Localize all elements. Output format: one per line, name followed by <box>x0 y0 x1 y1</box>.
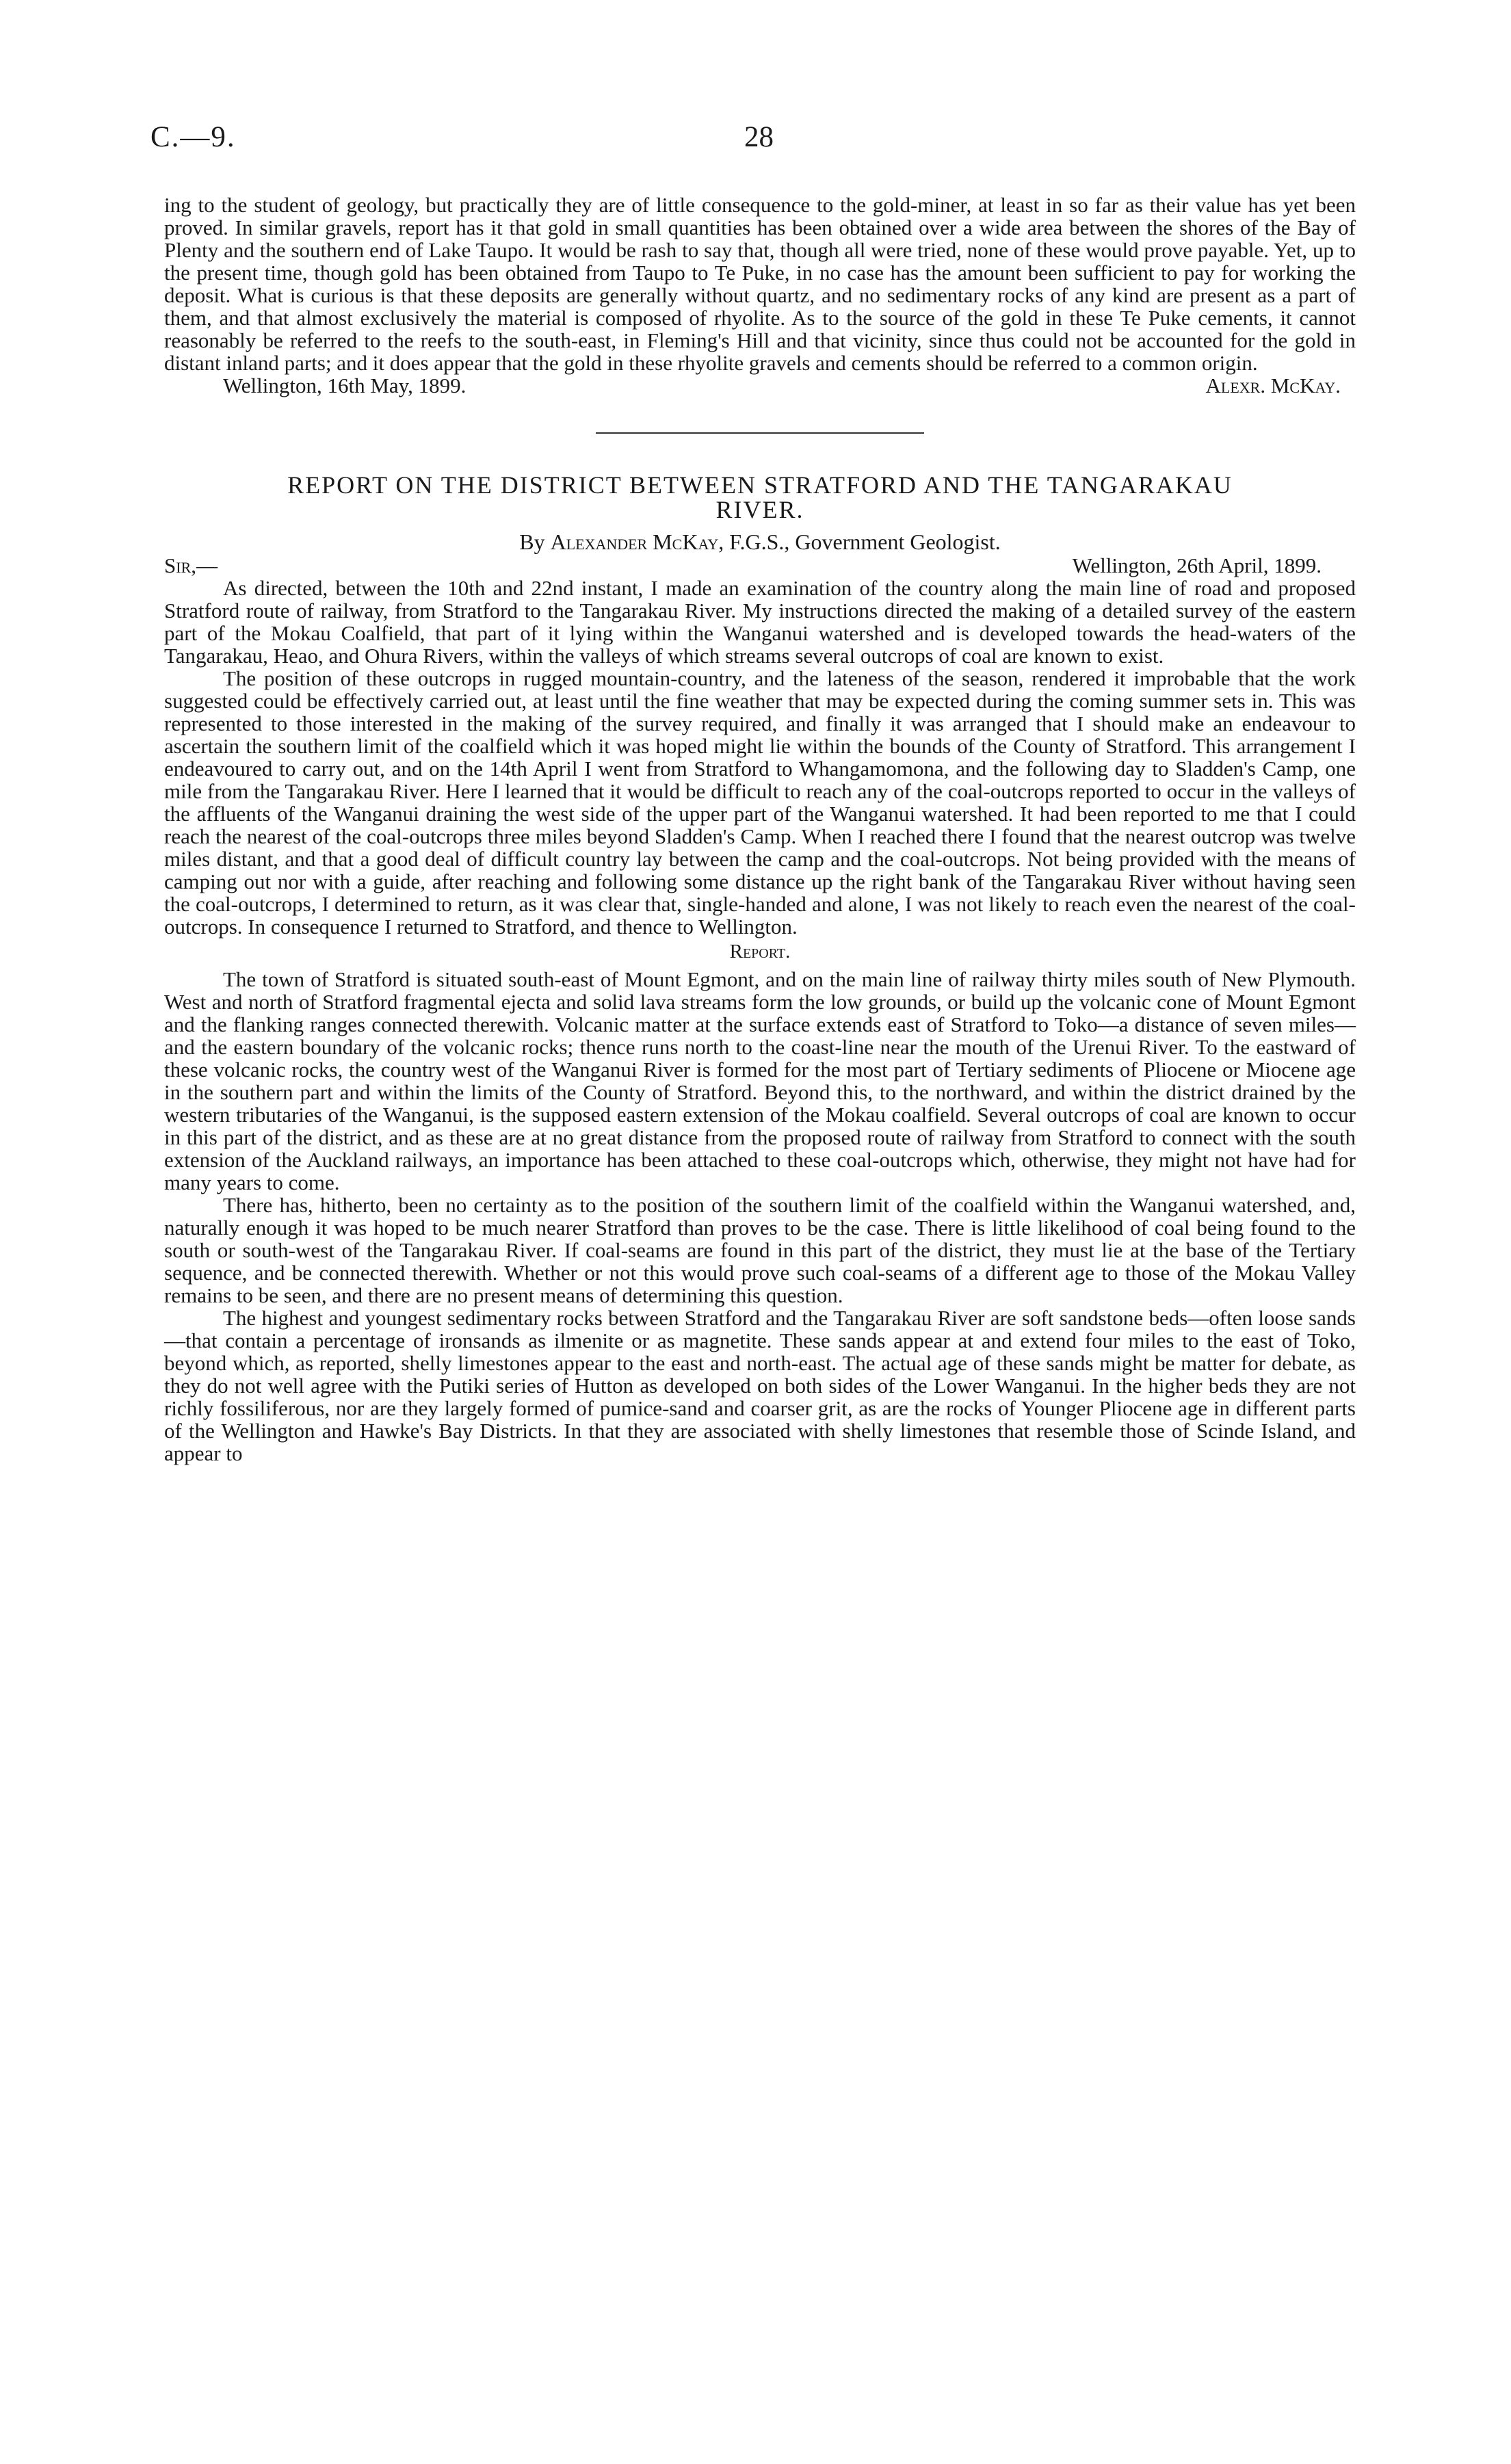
letter-paragraph: As directed, between the 10th and 22nd instant, I made an examination of the country along the main line of road and proposed Stratford route of railway, from Stratford to the Tangarakau River. My instructions directed the making of a detailed survey of the eastern part of the Mokau Coalfield, that part of it lying within the Wanganui watershed and is developed towards the head-waters of the Tangarakau, Heao, and Ohura Rivers, within the valleys of which streams several outcrops of coal are known to exist. <box>164 576 1356 668</box>
report-paragraph: The town of Stratford is situated south-east of Mount Egmont, and on the main line of railway thirty miles south of New Plymouth. West and north of Stratford fragmental ejecta and solid lava streams form the low grounds, or build up the volcanic cone of Mount Egmont and the flanking ranges connected therewith. Volcanic matter at the surface extends east of Stratford to Toko—a distance of seven miles—and the eastern boundary of the volcanic rocks; thence runs north to the coast-line near the mouth of the Urenui River. To the eastward of these volcanic rocks, the country west of the Wanganui River is formed for the most part of Tertiary sediments of Pliocene or Miocene age in the southern part and within the limits of the County of Stratford. Beyond this, to the northward, and within the district drained by the western tributaries of the Wanganui, is the supposed eastern extension of the Mokau coalfield. Several outcrops of coal are known to occur in this part of the district, and as these are at no great distance from the proposed route of railway from Stratford to connect with the south extension of the Auckland railways, an importance has been attached to these coal-outcrops which, otherwise, they might not have had for many years to come. <box>164 967 1356 1194</box>
byline-by: By <box>519 529 545 554</box>
running-header <box>0 120 1511 161</box>
byline <box>164 529 1356 554</box>
author-credentials: , F.G.S., Government Geologist. <box>718 529 1001 554</box>
page-number: 28 <box>744 121 774 153</box>
report-title <box>164 473 1356 522</box>
letter-date: Wellington, 26th April, 1899. <box>1072 553 1322 577</box>
salutation: Sir,— <box>164 553 218 577</box>
letter-paragraph: The position of these outcrops in rugged mountain-country, and the lateness of the season, rendered it improbable that the work suggested could be effectively carried out, at least until the fine weather that may be expected during the coming summer sets in. This was represented to those interested in the making of the survey required, and finally it was arranged that I should make an endeavour to ascertain the southern limit of the coalfield which it was hoped might lie within the bounds of the County of Stratford. This arrangement I endeavoured to carry out, and on the 14th April I went from Stratford to Whangamomona, and the following day to Sladden's Camp, one mile from the Tangarakau River. Here I learned that it would be difficult to reach any of the coal-outcrops reported to occur in the valleys of the affluents of the Wanganui draining the west side of the upper part of the Wanganui watershed. It had been reported to me that I could reach the nearest of the coal-outcrops three miles beyond Sladden's Camp. When I reached there I found that the nearest outcrop was twelve miles distant, and that a good deal of difficult country lay between the camp and the coal-outcrops. Not being provided with the means of camping out nor with a guide, after reaching and following some distance up the right bank of the Tangarakau River without having seen the coal-outcrops, I determined to return, as it was clear that, single-handed and alone, I was not likely to reach even the nearest of the coal-outcrops. In consequence I returned to Stratford, and thence to Wellington. <box>164 666 1356 939</box>
document-reference: C.—9. <box>150 121 236 153</box>
signature-line <box>164 374 1356 397</box>
report-subheading: Report. <box>729 941 791 962</box>
signature: Alexr. McKay. <box>1205 373 1341 397</box>
carryover-paragraph: ing to the student of geology, but practically they are of little consequence to the gold-miner, at least in so far as their value has yet been proved. In similar gravels, report has it that gold in small quantities has been obtained over a wide area between the shores of the Bay of Plenty and the southern end of Lake Taupo. It would be rash to say that, though all were tried, none of these would prove payable. Yet, up to the present time, though gold has been obtained from Taupo to Te Puke, in no case has the amount been sufficient to pay for working the deposit. What is curious is that these deposits are generally without quartz, and no sedimentary rocks of any kind are present as a part of them, and that almost exclusively the material is composed of rhyolite. As to the source of the gold in these Te Puke cements, it cannot reasonably be referred to the reefs to the south-east, in Fleming's Hill and that vicinity, since thus could not be accounted for the gold in distant inland parts; and it does appear that the gold in these rhyolite gravels and cements should be referred to a common origin. <box>164 193 1356 375</box>
section-divider <box>596 432 924 434</box>
report-paragraph: The highest and youngest sedimentary rocks between Stratford and the Tangarakau River are soft sandstone beds—often loose sands—that contain a percentage of ironsands as ilmenite or as magnetite. These sands appear at and extend four miles to the east of Toko, beyond which, as reported, shelly limestones appear to the east and north-east. The actual age of these sands might be matter for debate, as they do not well agree with the Putiki series of Hutton as developed on both sides of the Lower Wanganui. In the higher beds they are not richly fossiliferous, nor are they largely formed of pumice-sand and coarser grit, as are the rocks of Younger Pliocene age in different parts of the Wellington and Hawke's Bay Districts. In that they are associated with shelly limestones that resemble those of Scinde Island, and appear to <box>164 1306 1356 1465</box>
report-title-line-1: REPORT ON THE DISTRICT BETWEEN STRATFORD AND THE TANGARAKAU <box>287 471 1233 499</box>
body-text <box>164 194 1356 1465</box>
report-title-line-2: RIVER. <box>715 496 804 523</box>
report-paragraph: There has, hitherto, been no certainty as to the position of the southern limit of the coalfield within the Wanganui watershed, and, naturally enough it was hoped to be much nearer Stratford than proves to be the case. There is little likelihood of coal being found to the south or south-west of the Tangarakau River. If coal-seams are found in this part of the district, they must lie at the base of the Tertiary sequence, and be connected therewith. Whether or not this would prove such coal-seams of a different age to those of the Mokau Valley remains to be seen, and there are no present means of determining this question. <box>164 1193 1356 1307</box>
salutation-row <box>164 554 1356 577</box>
author-name: Alexander McKay <box>550 529 719 554</box>
sign-place-date: Wellington, 16th May, 1899. <box>223 373 467 397</box>
